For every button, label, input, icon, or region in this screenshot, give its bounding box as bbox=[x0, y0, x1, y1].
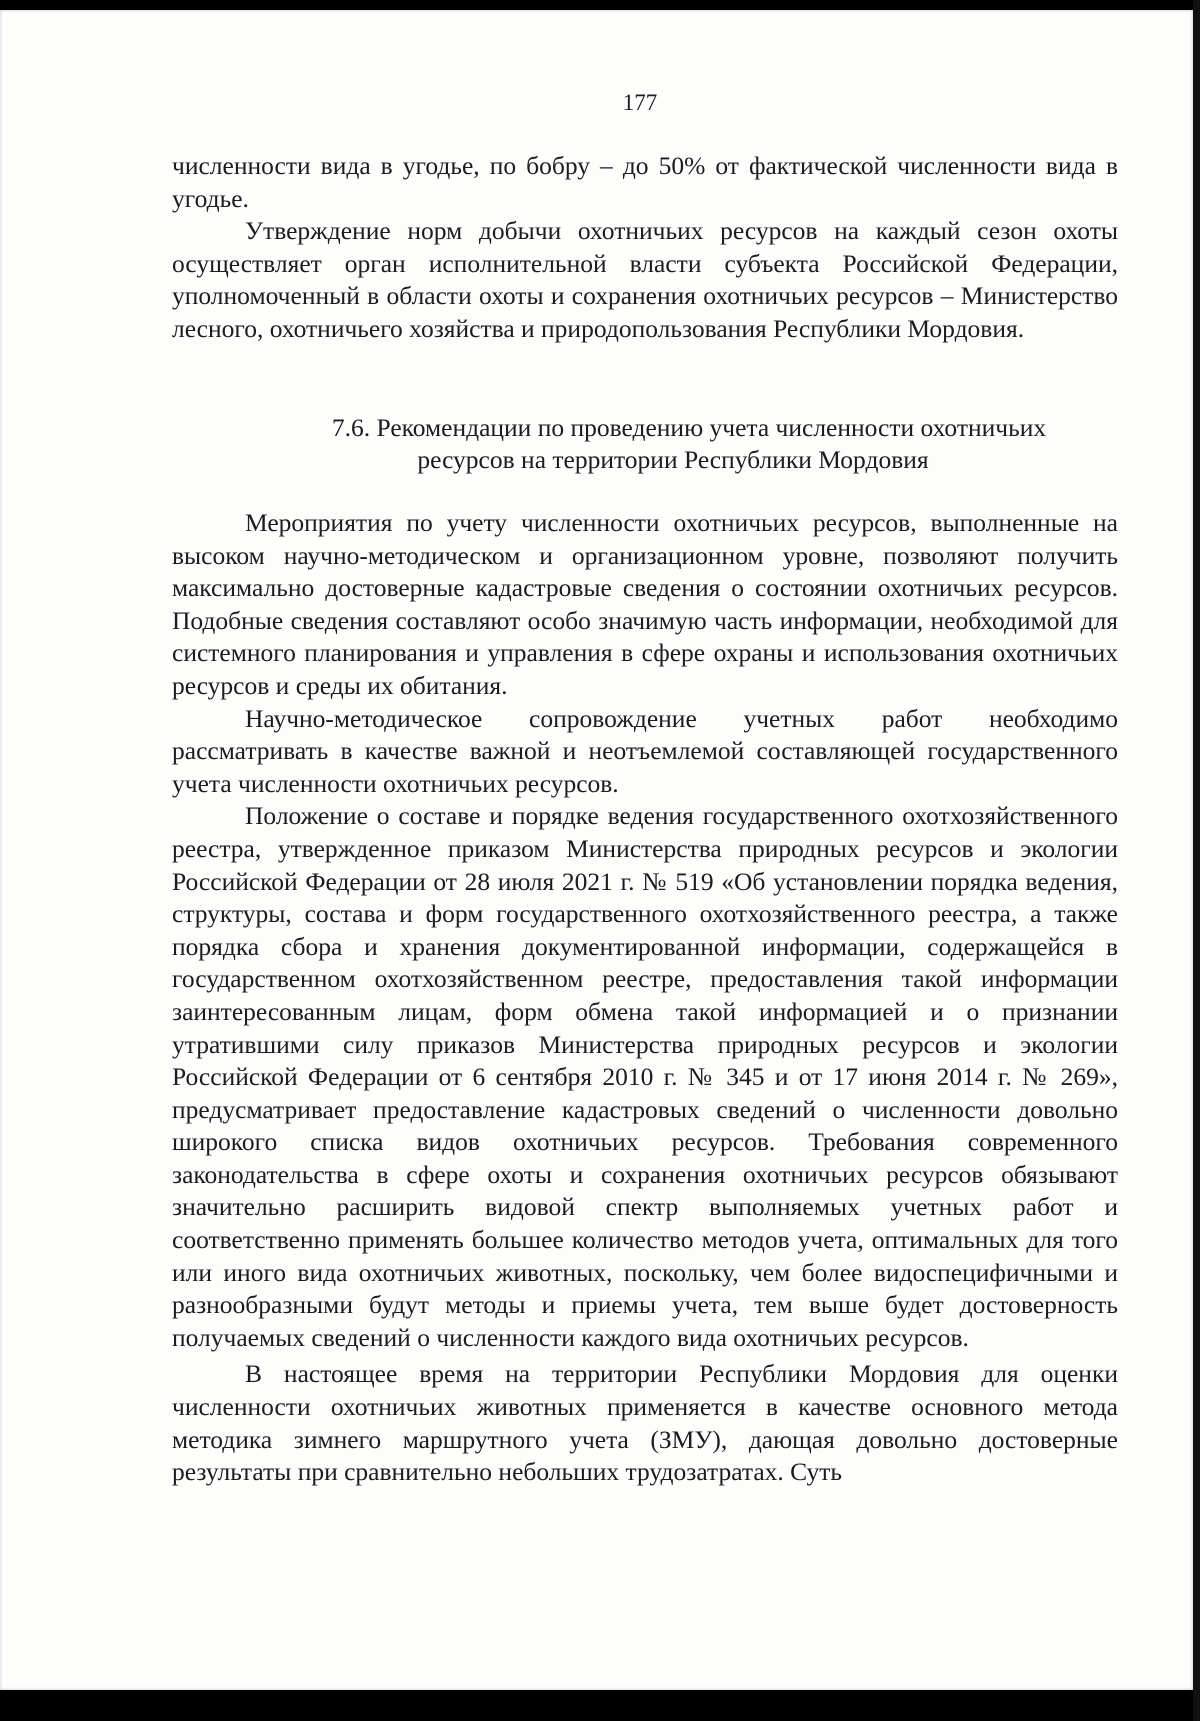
paragraph-3: Положение о составе и порядке ведения государственного охотхозяйственного реестра, утвержденное приказом Министерства природных ресурсов и экологии Российской Федерации от 28 июля 2021 г. № 519 «Об установлении порядка ведения, структуры, состава и форм государственного охотхозяйственного реестра, а также порядка сбора и хранения документированной информации, содержащейся в государственном охотхозяйственном реестре, предоставления такой информации заинтересованным лицам, форм обмена такой информацией и о признании утратившими силу приказов Министерства природных ресурсов и экологии Российской Федерации от 6 сентября 2010 г. № 345 и от 17 июня 2014 г. № 269», предусматривает предоставление кадастровых сведений о численности довольно широкого списка видов охотничьих ресурсов. Требования современного законодательства в сфере охоты и сохранения охотничьих ресурсов обязывают значительно расширить видовой спектр выполняемых учетных работ и соответственно применять большее количество методов учета, оптимальных для того или иного вида охотничьих животных, поскольку, чем более видоспецифичными и разнообразными будут методы и приемы учета, тем выше будет достоверность получаемых сведений о численности каждого вида охотничьих ресурсов. bbox=[172, 801, 1118, 1352]
paragraph-1: Мероприятия по учету численности охотничьих ресурсов, выполненные на высоком научно-методическом и организационном уровне, позволяют получить максимально достоверные кадастровые сведения о состоянии охотничьих ресурсов. Подобные сведения составляют особо значимую часть информации, необходимой для системного планирования и управления в сфере охраны и использования охотничьих ресурсов и среды их обитания. bbox=[172, 508, 1118, 700]
section-heading-line-1: 7.6. Рекомендации по проведению учета численности охотничьих bbox=[331, 413, 1047, 442]
paragraph-continuation: численности вида в угодье, по бобру – до 50% от фактической численности вида в угодье. bbox=[172, 151, 1118, 213]
page-number: 177 bbox=[622, 90, 658, 115]
paragraph-2: Научно-методическое сопровождение учетных работ необходимо рассматривать в качестве важной и неотъемлемой составляющей государственного учета численности охотничьих ресурсов. bbox=[172, 703, 1118, 798]
document-page bbox=[0, 10, 1193, 1690]
paragraph-approval: Утверждение норм добычи охотничьих ресурсов на каждый сезон охоты осуществляет орган исполнительной власти субъекта Российской Федерации, уполномоченный в области охоты и сохранения охотничьих ресурсов – Министерство лесного, охотничьего хозяйства и природопользования Республики Мордовия. bbox=[172, 216, 1118, 343]
body-block bbox=[172, 507, 1118, 1489]
intro-block bbox=[172, 150, 1118, 346]
section-heading bbox=[172, 412, 1118, 476]
section-heading-line-2: ресурсов на территории Республики Мордовия bbox=[417, 445, 929, 474]
paragraph-4: В настоящее время на территории Республики Мордовия для оценки численности охотничьих животных применяется в качестве основного метода методика зимнего маршрутного учета (ЗМУ), дающая довольно достоверные результаты при сравнительно небольших трудозатратах. Суть bbox=[172, 1359, 1118, 1487]
scan-edge bbox=[1193, 0, 1200, 1721]
